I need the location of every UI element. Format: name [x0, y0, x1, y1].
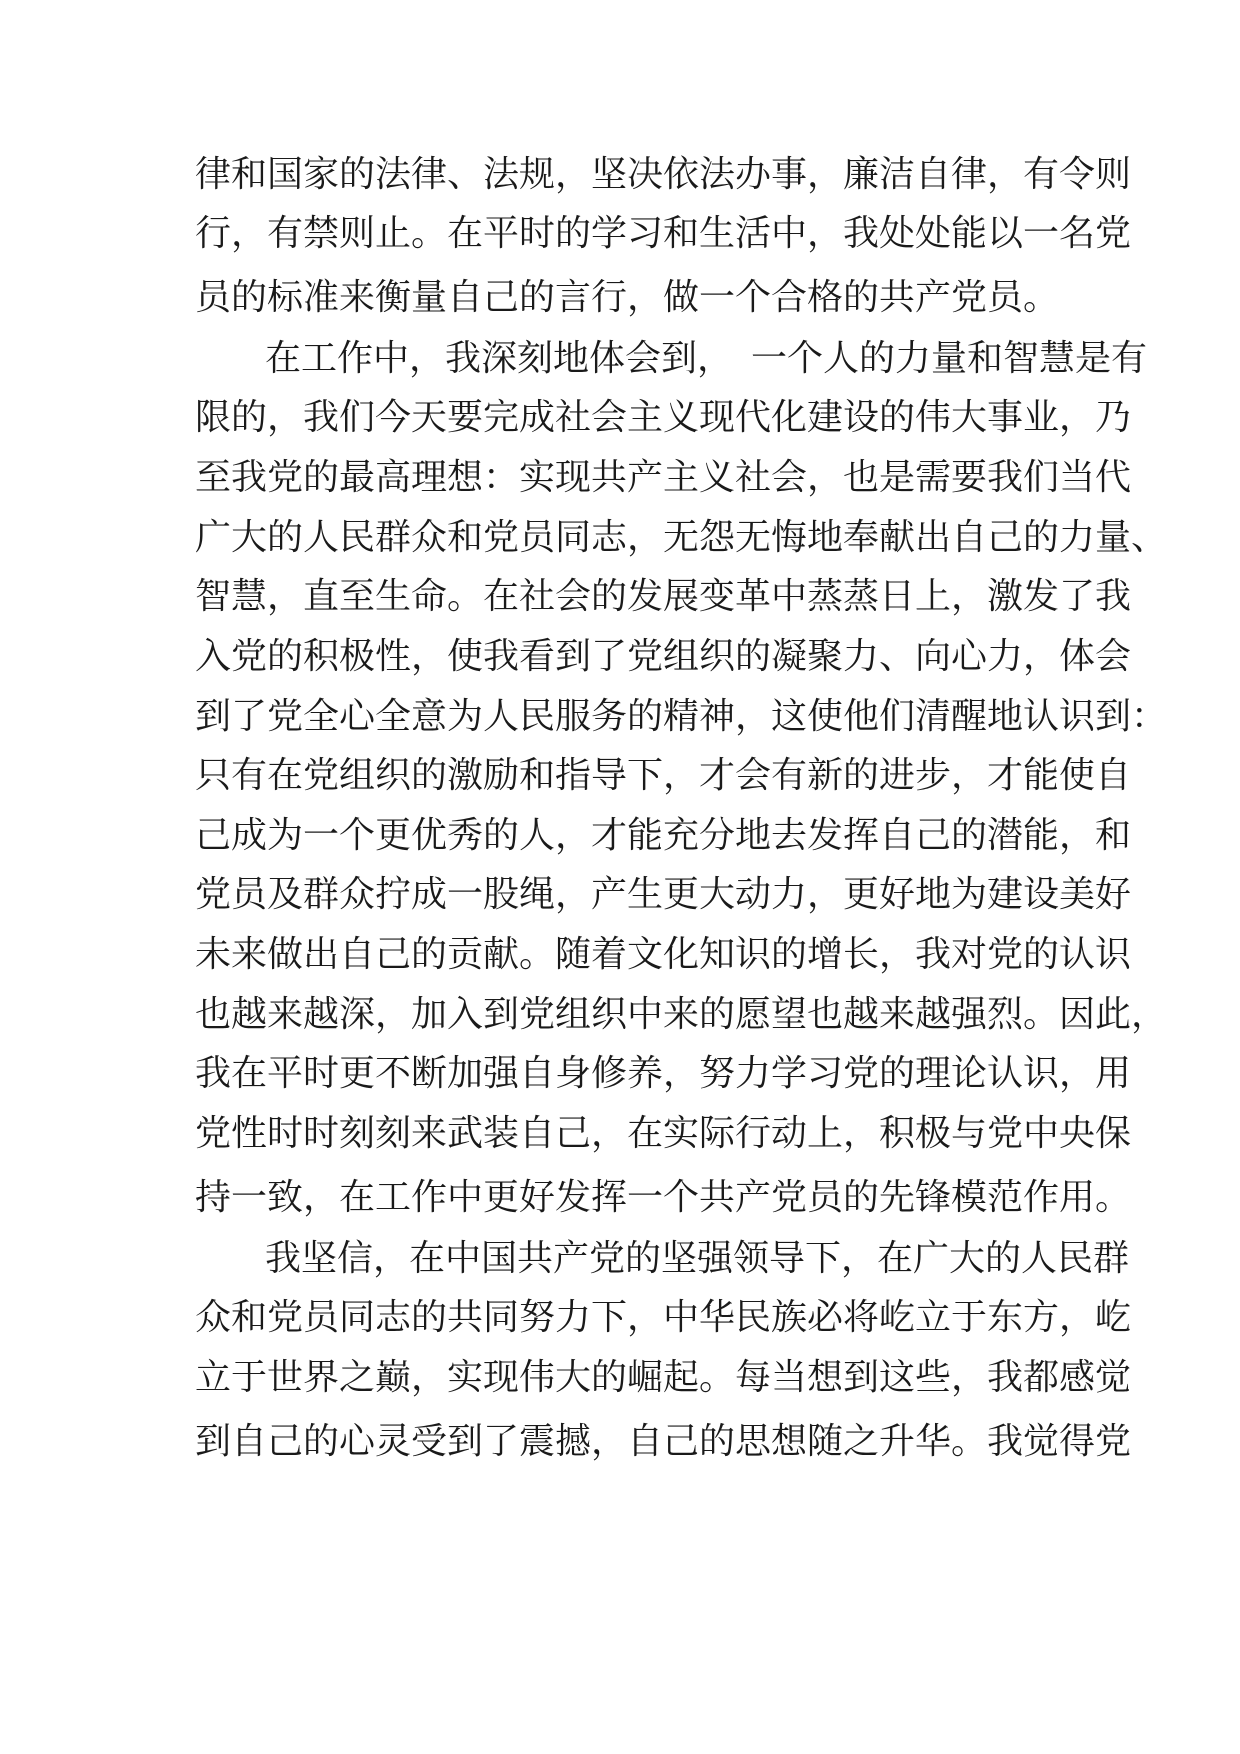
text-line: 党员及群众拧成一股绳，产生更大动力，更好地为建设美好 — [195, 874, 1132, 915]
text-line: 只有在党组织的激励和指导下，才会有新的进步，才能使自 — [195, 755, 1132, 796]
text-line: 律和国家的法律、法规，坚决依法办事，廉洁自律，有令则 — [195, 154, 1132, 195]
text-line: 智慧，直至生命。在社会的发展变革中蒸蒸日上，激发了我 — [195, 576, 1132, 617]
text-line: 行，有禁则止。在平时的学习和生活中，我处处能以一名党 — [195, 213, 1132, 254]
text-line: 持一致，在工作中更好发挥一个共产党员的先锋模范作用。 — [195, 1177, 1132, 1218]
text-line: 入党的积极性，使我看到了党组织的凝聚力、向心力，体会 — [195, 636, 1132, 677]
text-line: 到自己的心灵受到了震撼，自己的思想随之升华。我觉得党 — [195, 1421, 1132, 1462]
text-line: 己成为一个更优秀的人，才能充分地去发挥自己的潜能，和 — [195, 815, 1132, 856]
text-line: 未来做出自己的贡献。随着文化知识的增长，我对党的认识 — [195, 934, 1132, 975]
text-line: 党性时时刻刻来武装自己，在实际行动上，积极与党中央保 — [195, 1113, 1132, 1154]
text-line: 员的标准来衡量自己的言行，做一个合格的共产党员。 — [195, 277, 1060, 318]
paragraph-start-line: 在工作中，我深刻地体会到， 一个人的力量和智慧是有 — [265, 338, 1148, 379]
paragraph-start-line: 我坚信，在中国共产党的坚强领导下，在广大的人民群 — [265, 1238, 1130, 1279]
text-line: 也越来越深，加入到党组织中来的愿望也越来越强烈。因此， — [195, 994, 1168, 1035]
text-line: 立于世界之巅，实现伟大的崛起。每当想到这些，我都感觉 — [195, 1357, 1132, 1398]
text-line: 众和党员同志的共同努力下，中华民族必将屹立于东方，屹 — [195, 1297, 1132, 1338]
text-line: 我在平时更不断加强自身修养，努力学习党的理论认识，用 — [195, 1053, 1132, 1094]
text-line: 至我党的最高理想：实现共产主义社会，也是需要我们当代 — [195, 457, 1132, 498]
text-line: 限的，我们今天要完成社会主义现代化建设的伟大事业，乃 — [195, 397, 1132, 438]
text-line: 到了党全心全意为人民服务的精神，这使他们清醒地认识到： — [195, 696, 1168, 737]
text-line: 广大的人民群众和党员同志，无怨无悔地奉献出自己的力量、 — [195, 517, 1168, 558]
